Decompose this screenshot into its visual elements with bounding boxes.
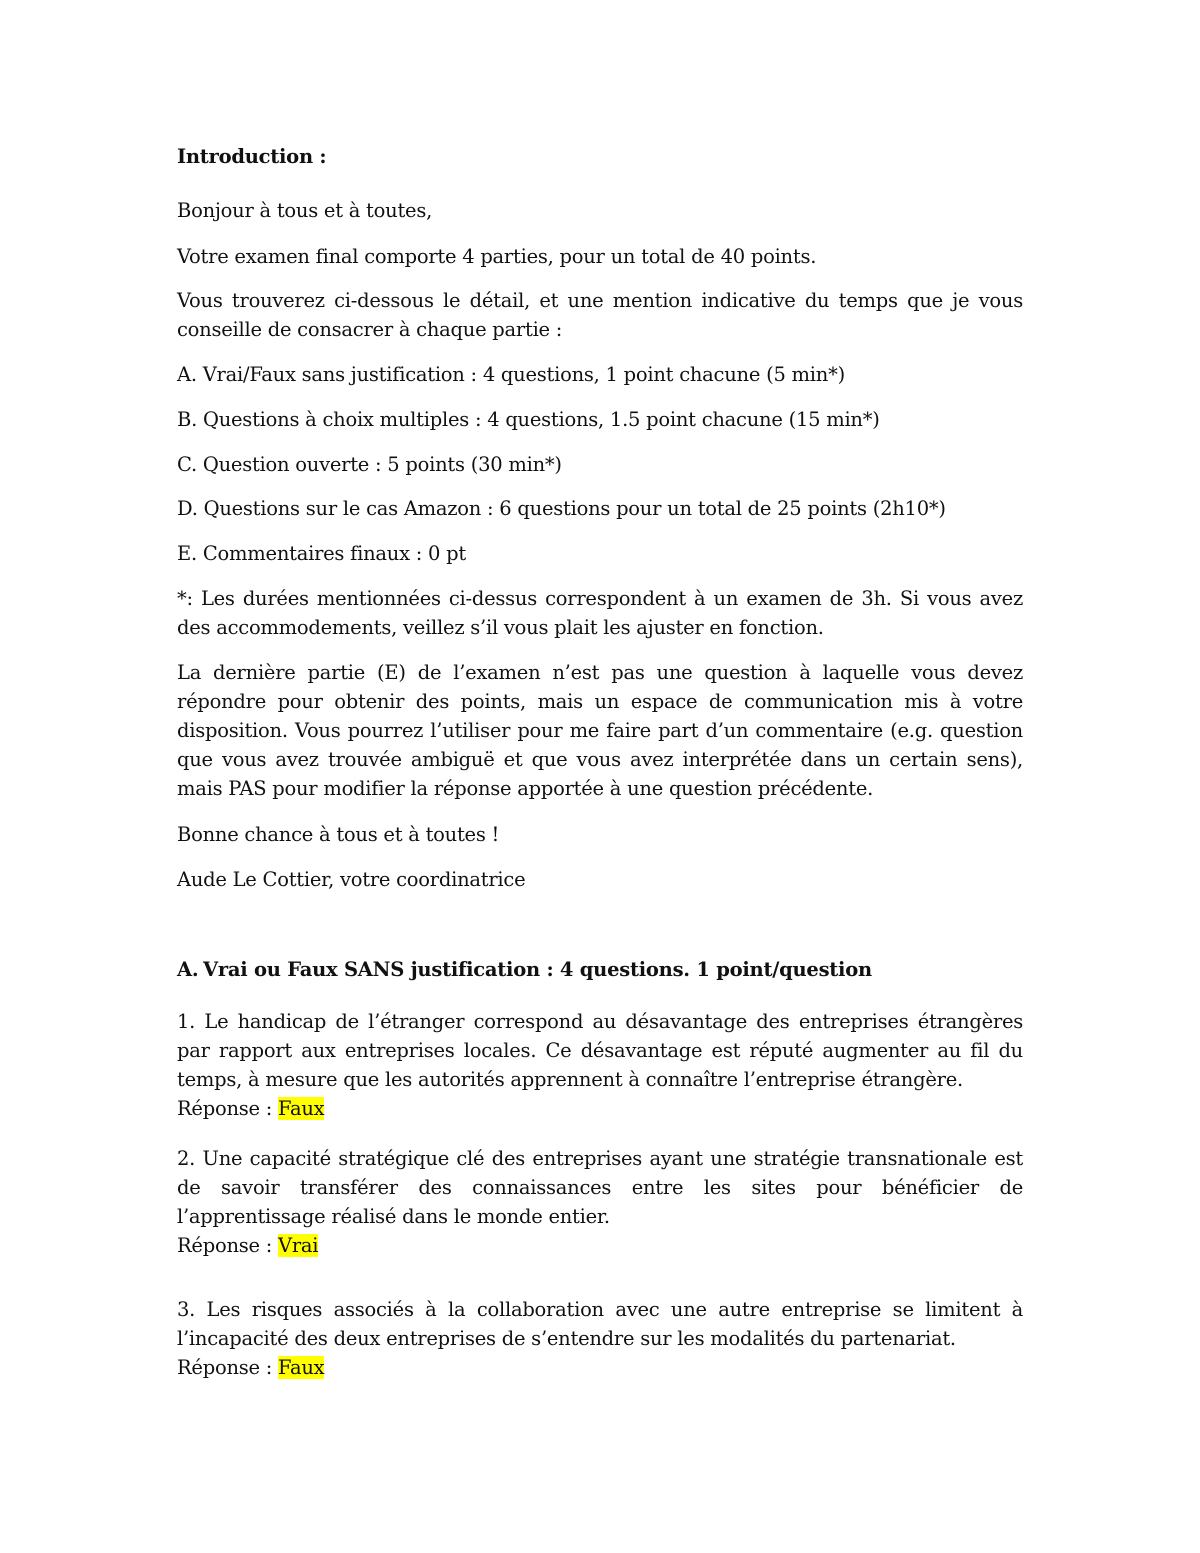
part-d-item: D. Questions sur le cas Amazon : 6 questions pour un total de 25 points (2h10*) [177,497,946,520]
signature: Aude Le Cottier, votre coordinatrice [177,868,526,891]
section-a-title: Vrai ou Faux SANS justification : 4 questions. 1 point/question [203,958,872,981]
question-2 [177,1144,1023,1260]
part-b-item: B. Questions à choix multiples : 4 questions, 1.5 point chacune (15 min*) [177,408,880,431]
closing-line: Bonne chance à tous et à toutes ! [177,823,500,846]
answer-label: Réponse : [177,1097,279,1120]
part-a-item: A. Vrai/Faux sans justification : 4 questions, 1 point chacune (5 min*) [177,363,845,386]
section-a-heading [177,955,1023,984]
question-text: 3. Les risques associés à la collaboration avec une autre entreprise se limitent à l’incapacité des deux entreprises de s’entendre sur les modalités du partenariat. [177,1298,1023,1350]
details-intro: Vous trouverez ci-dessous le détail, et une mention indicative du temps que je vous conseille de consacrer à chaque partie : [177,289,1023,341]
answer-line [177,1094,1023,1123]
duration-footnote: *: Les durées mentionnées ci-dessus correspondent à un examen de 3h. Si vous avez des accommodements, veillez s’il vous plait les ajuster en fonction. [177,587,1023,639]
answer-line [177,1231,1023,1260]
answer-value: Faux [278,1356,325,1379]
exam-summary: Votre examen final comporte 4 parties, pour un total de 40 points. [177,245,817,268]
question-1 [177,1007,1023,1123]
intro-heading: Introduction : [177,145,327,168]
answer-line [177,1353,1023,1382]
answer-value: Faux [278,1097,325,1120]
question-text: 2. Une capacité stratégique clé des entreprises ayant une stratégie transnationale est de savoir transférer des connaissances entre les sites pour bénéficier de l’apprentissage réalisé dans le monde entier. [177,1147,1023,1228]
section-a-number: A. [177,958,199,981]
answer-value: Vrai [278,1234,319,1257]
question-text: 1. Le handicap de l’étranger correspond au désavantage des entreprises étrangères par rapport aux entreprises locales. Ce désavantage est réputé augmenter au fil du temps, à mesure que les autorités apprennent à connaître l’entreprise étrangère. [177,1010,1023,1091]
part-c-item: C. Question ouverte : 5 points (30 min*) [177,453,562,476]
part-e-note: La dernière partie (E) de l’examen n’est pas une question à laquelle vous devez répondre pour obtenir des points, mais un espace de communication mis à votre disposition. Vous pourrez l’utiliser pour me faire part d’un commentaire (e.g. question que vous avez trouvée ambiguë et que vous avez interprétée dans un certain sens), mais PAS pour modifier la réponse apportée à une question précédente. [177,661,1023,800]
greeting: Bonjour à tous et à toutes, [177,199,433,222]
part-e-item: E. Commentaires finaux : 0 pt [177,542,466,565]
answer-label: Réponse : [177,1356,279,1379]
question-3 [177,1295,1023,1382]
answer-label: Réponse : [177,1234,279,1257]
